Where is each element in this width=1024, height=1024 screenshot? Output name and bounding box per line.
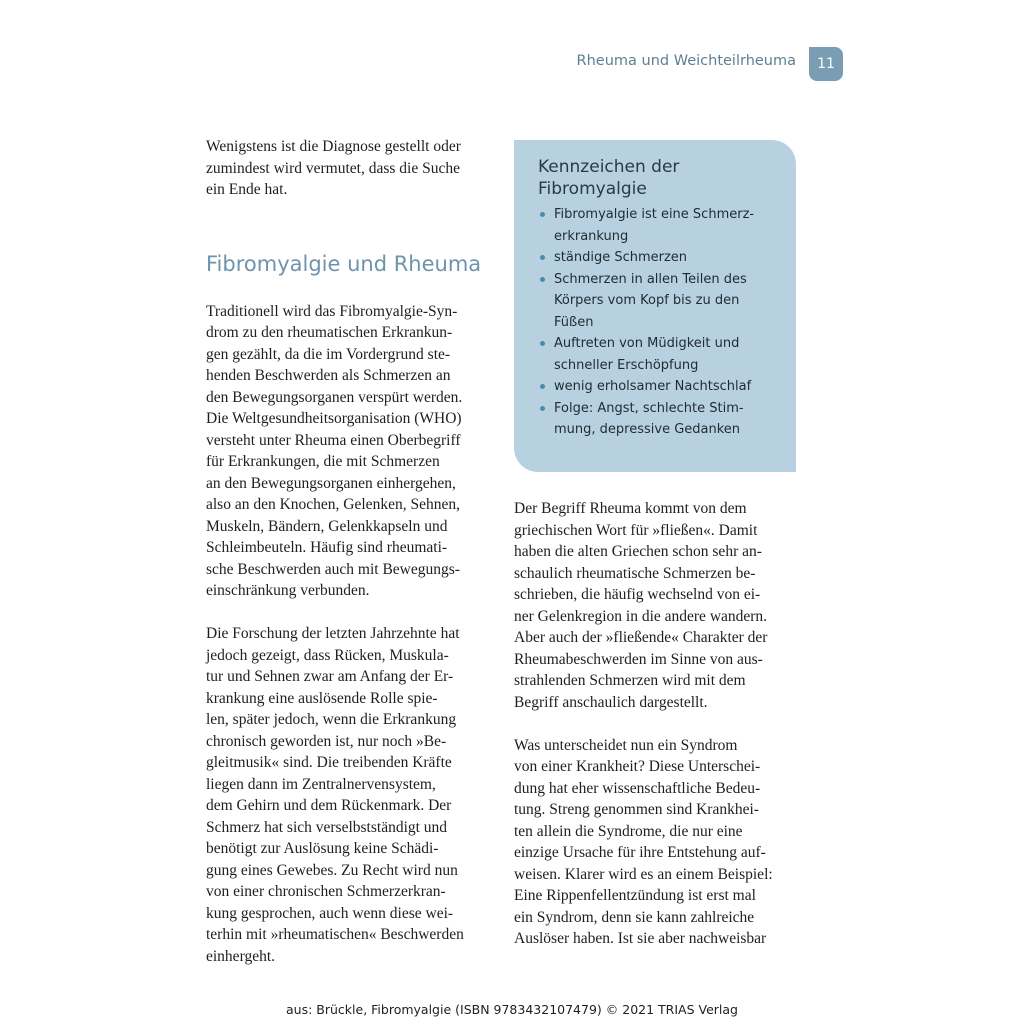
section-heading: Fibromyalgie und Rheuma [206, 251, 482, 276]
text-line: tung. Streng genommen sind Krankhei- [514, 801, 759, 818]
body-paragraph [514, 735, 804, 950]
info-box-title-line: Fibromyalgie [538, 179, 647, 199]
text-line: Der Begriff Rheuma kommt von dem [514, 500, 747, 517]
text-line: henden Beschwerden als Schmerzen an [206, 367, 451, 384]
text-line: len, später jedoch, wenn die Erkrankung [206, 711, 457, 728]
text-line: krankung eine auslösende Rolle spie- [206, 689, 438, 707]
text-line: gen gezählt, da die im Vordergrund ste- [206, 345, 451, 363]
text-line: von einer chronischen Schmerzerkran- [206, 883, 446, 900]
text-line: von einer Krankheit? Diese Unterschei- [514, 758, 761, 775]
text-line: dung hat eher wissenschaftliche Bedeu- [514, 779, 761, 797]
running-head: Rheuma und Weichteilrheuma [576, 53, 796, 69]
list-item-line: Fibromyalgie ist eine Schmerz- [554, 207, 755, 222]
text-line: dem Gehirn und dem Rückenmark. Der [206, 797, 452, 814]
text-line: griechischen Wort für »fließen«. Damit [514, 521, 758, 539]
text-line: kung gesprochen, auch wenn diese wei- [206, 904, 454, 922]
right-column [514, 498, 804, 950]
text-line: sche Beschwerden auch mit Bewegungs- [206, 560, 460, 578]
info-box-title [538, 156, 778, 200]
text-line: Wenigstens ist die Diagnose gestellt oder [206, 138, 461, 155]
list-item [538, 247, 778, 269]
text-line: weisen. Klarer wird es an einem Beispiel: [514, 865, 773, 883]
text-line: chronisch geworden ist, nur noch »Be- [206, 732, 447, 750]
text-line: terhin mit »rheumatischen« Beschwerden [206, 926, 464, 943]
body-paragraph [206, 301, 496, 602]
text-line: Die Weltgesundheitsorganisation (WHO) [206, 410, 462, 427]
list-item-line: wenig erholsamer Nachtschlaf [554, 379, 752, 394]
text-line: einhergeht. [206, 947, 276, 965]
list-item-line: erkrankung [554, 228, 629, 244]
text-line: einzige Ursache für ihre Entstehung auf- [514, 844, 766, 861]
list-item [538, 204, 778, 247]
text-line: Die Forschung der letzten Jahrzehnte hat [206, 625, 460, 642]
text-line: benötigt zur Auslösung keine Schädi- [206, 840, 439, 857]
list-item-line: Schmerzen in allen Teilen des [554, 271, 747, 287]
text-line: ein Ende hat. [206, 181, 288, 198]
text-line: schaulich rheumatische Schmerzen be- [514, 564, 756, 582]
text-line: Traditionell wird das Fibromyalgie-Syn- [206, 302, 458, 320]
text-line: schrieben, die häufig wechselnd von ei- [514, 586, 761, 603]
text-line: Begriff anschaulich dargestellt. [514, 693, 708, 711]
text-line: drom zu den rheumatischen Erkrankun- [206, 324, 453, 341]
list-item-line: Auftreten von Müdigkeit und [554, 336, 740, 351]
text-line: also an den Knochen, Gelenken, Sehnen, [206, 496, 460, 513]
intro-paragraph [206, 136, 496, 201]
list-item [538, 333, 778, 376]
text-line: strahlenden Schmerzen wird mit dem [514, 672, 746, 689]
text-line: an den Bewegungsorganen einhergehen, [206, 474, 456, 492]
list-item-line: mung, depressive Gedanken [554, 422, 741, 437]
text-line: Eine Rippenfellentzündung ist erst mal [514, 887, 756, 904]
info-box [514, 140, 796, 472]
left-column [206, 136, 496, 967]
text-line: ner Gelenkregion in die andere wandern. [514, 607, 768, 625]
footer-citation: aus: Brückle, Fibromyalgie (ISBN 9783432107479) © 2021 TRIAS Verlag [286, 1002, 738, 1017]
text-line: einschränkung verbunden. [206, 582, 370, 599]
list-item-line: Körpers vom Kopf bis zu den [554, 293, 740, 308]
info-box-title-line: Kennzeichen der [538, 157, 680, 177]
text-line: versteht unter Rheuma einen Oberbegriff [206, 431, 461, 449]
text-line: Rheumabeschwerden im Sinne von aus- [514, 650, 763, 668]
text-line: ten allein die Syndrome, die nur eine [514, 822, 743, 840]
text-line: gleitmusik« sind. Die treibenden Kräfte [206, 754, 452, 771]
list-item-line: schneller Erschöpfung [554, 357, 699, 373]
text-line: zumindest wird vermutet, dass die Suche [206, 159, 460, 177]
text-line: Aber auch der »fließende« Charakter der [514, 629, 768, 646]
text-line: Muskeln, Bändern, Gelenkkapseln und [206, 517, 448, 535]
text-line: den Bewegungsorganen verspürt werden. [206, 388, 463, 406]
text-line: haben die alten Griechen schon sehr an- [514, 543, 762, 560]
text-line: tur und Sehnen zwar am Anfang der Er- [206, 668, 454, 685]
list-item [538, 376, 778, 398]
text-line: ein Syndrom, denn sie kann zahlreiche [514, 908, 755, 926]
list-item [538, 269, 778, 334]
text-line: jedoch gezeigt, dass Rücken, Muskula- [206, 646, 449, 664]
text-line: Was unterscheidet nun ein Syndrom [514, 736, 738, 754]
page-number-tab: 11 [809, 47, 843, 81]
list-item [538, 398, 778, 441]
text-line: liegen dann im Zentralnervensystem, [206, 775, 436, 793]
body-paragraph [206, 623, 496, 967]
list-item-line: ständige Schmerzen [554, 250, 688, 265]
text-line: Auslöser haben. Ist sie aber nachweisbar [514, 930, 767, 947]
list-item-line: Füßen [554, 314, 594, 330]
text-line: Schmerz hat sich verselbstständigt und [206, 818, 448, 836]
list-item-line: Folge: Angst, schlechte Stim- [554, 400, 744, 416]
text-line: Schleimbeuteln. Häufig sind rheumati- [206, 539, 448, 556]
text-line: für Erkrankungen, die mit Schmerzen [206, 453, 440, 470]
info-box-list [538, 204, 778, 441]
text-line: gung eines Gewebes. Zu Recht wird nun [206, 861, 458, 879]
body-paragraph [514, 498, 804, 713]
